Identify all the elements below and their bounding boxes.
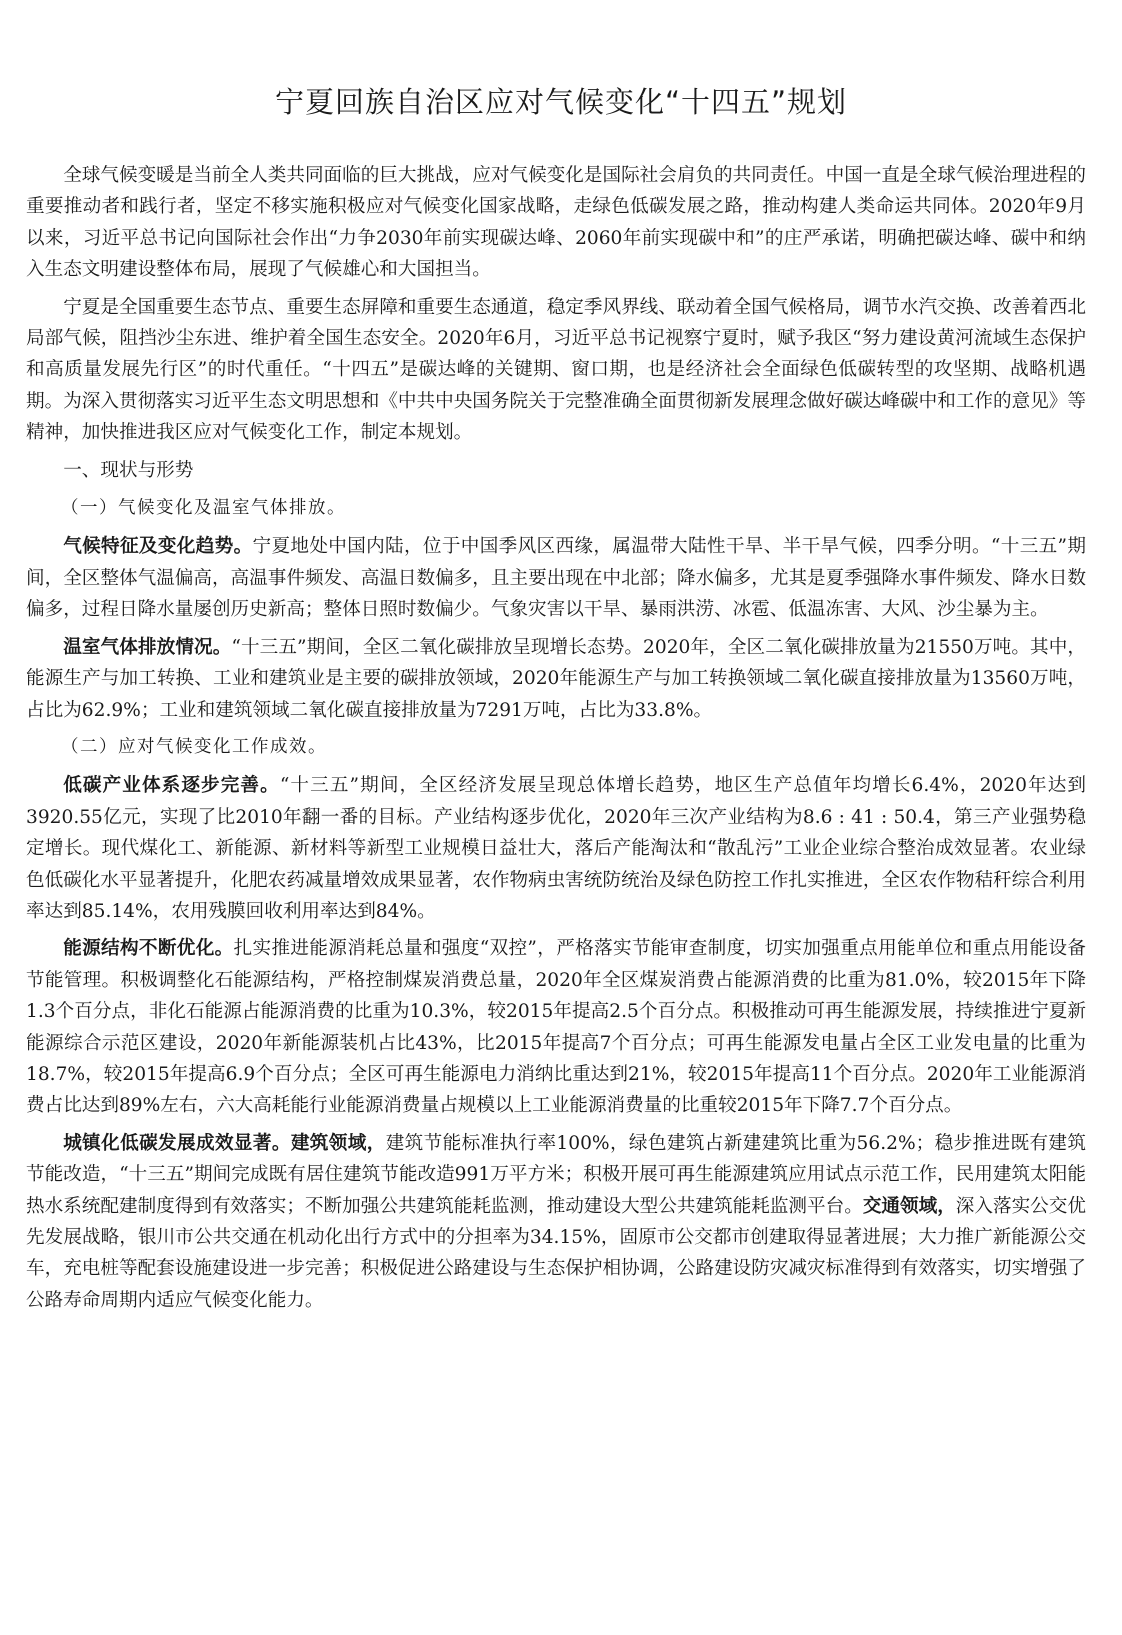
text-building-sector: 建筑节能标准执行率100%，绿色建筑占新建建筑比重为56.2%；稳步推进既有建筑节能改造，“十三五”期间完成既有居住建筑节能改造991万平方米；积极开展可再生能源建筑应用试点示范工作，民用建筑太阳能热水系统配建制度得到有效落实；不断加强公共建筑能耗监测，推动建设大型公共建筑能耗监测平台。 [26, 1132, 1086, 1217]
subsection-heading-climate: （一）气候变化及温室气体排放。 [61, 498, 346, 519]
paragraph-climate-trend [26, 531, 1086, 625]
document-title: 宁夏回族自治区应对气候变化“十四五”规划 [274, 85, 848, 119]
lead-building-sector: 建筑领域， [290, 1132, 386, 1154]
text-energy-structure: 扎实推进能源消耗总量和强度“双控”，严格落实节能审查制度，切实加强重点用能单位和重点用能设备节能管理。积极调整化石能源结构，严格控制煤炭消费总量，2020年全区煤炭消费占能源消费的比重为81.0%，较2015年下降1.3个百分点，非化石能源占能源消费的比重为10.3%，较2015年提高2.5个百分点。积极推动可再生能源发展，持续推进宁夏新能源综合示范区建设，2020年新能源装机占比43%，比2015年提高7个百分点；可再生能源发电量占全区工业发电量的比重为18.7%，较2015年提高6.9个百分点；全区可再生能源电力消纳比重达到21%，较2015年提高11个百分点。2020年工业能源消费占比达到89%左右，六大高耗能行业能源消费量占规模以上工业能源消费量的比重较2015年下降7.7个百分点。 [26, 938, 1086, 1117]
intro-paragraph-2: 宁夏是全国重要生态节点、重要生态屏障和重要生态通道，稳定季风界线、联动着全国气候格局，调节水汽交换、改善着西北局部气候，阻挡沙尘东进、维护着全国生态安全。2020年6月，习近平总书记视察宁夏时，赋予我区“努力建设黄河流域生态保护和高质量发展先行区”的时代重任。“十四五”是碳达峰的关键期、窗口期，也是经济社会全面绿色低碳转型的攻坚期、战略机遇期。为深入贯彻落实习近平生态文明思想和《中共中央国务院关于完整准确全面贯彻新发展理念做好碳达峰碳中和工作的意见》等精神，加快推进我区应对气候变化工作，制定本规划。 [26, 296, 1086, 444]
text-climate-trend: 宁夏地处中国内陆，位于中国季风区西缘，属温带大陆性干旱、半干旱气候，四季分明。“十三五”期间，全区整体气温偏高，高温事件频发、高温日数偏多，且主要出现在中北部；降水偏多，尤其是夏季强降水事件频发、降水日数偏多，过程日降水量屡创历史新高；整体日照时数偏少。气象灾害以干旱、暴雨洪涝、冰雹、低温冻害、大风、沙尘暴为主。 [26, 536, 1086, 621]
section-heading-status: 一、现状与形势 [63, 459, 194, 481]
paragraph-energy-structure [26, 933, 1086, 1121]
text-low-carbon-industry: “十三五”期间，全区经济发展呈现总体增长趋势，地区生产总值年均增长6.4%，2020年达到3920.55亿元，实现了比2010年翻一番的目标。产业结构逐步优化，2020年三次产业结构为8.6 : 41 : 50.4，第三产业强势稳定增长。现代煤化工、新能源、新材料等新型工业规模日益壮大，落后产能淘汰和“散乱污”工业企业综合整治成效显著。农业绿色低碳化水平显著提升，化肥农药减量增效成果显著，农作物病虫害统防统治及绿色防控工作扎实推进，全区农作物秸秆综合利用率达到85.14%，农用残膜回收利用率达到84%。 [26, 775, 1086, 922]
paragraph-ghg-emission [26, 632, 1086, 726]
lead-climate-trend: 气候特征及变化趋势。 [63, 536, 253, 558]
lead-ghg-emission: 温室气体排放情况。 [63, 636, 232, 658]
paragraph-low-carbon-industry [26, 770, 1086, 927]
lead-energy-structure: 能源结构不断优化。 [63, 938, 234, 960]
document-body [26, 160, 1086, 1322]
text-ghg-emission: “十三五”期间，全区二氧化碳排放呈现增长态势。2020年，全区二氧化碳排放量为21550万吨。其中，能源生产与加工转换、工业和建筑业是主要的碳排放领域，2020年能源生产与加工转换领域二氧化碳直接排放量为13560万吨，占比为62.9%；工业和建筑领域二氧化碳直接排放量为7291万吨，占比为33.8%。 [26, 636, 1086, 721]
lead-urbanization: 城镇化低碳发展成效显著。 [63, 1132, 291, 1154]
text-traffic-sector: 深入落实公交优先发展战略，银川市公共交通在机动化出行方式中的分担率为34.15%，固原市公交都市创建取得显著进展；大力推广新能源公交车，充电桩等配套设施建设进一步完善；积极促进公路建设与生态保护相协调，公路建设防灾减灾标准得到有效落实，切实增强了公路寿命周期内适应气候变化能力。 [26, 1195, 1086, 1311]
subsection-heading-results: （二）应对气候变化工作成效。 [61, 736, 327, 757]
lead-low-carbon-industry: 低碳产业体系逐步完善。 [63, 775, 280, 797]
lead-traffic-sector: 交通领域， [862, 1195, 956, 1217]
paragraph-urbanization [26, 1128, 1086, 1316]
intro-paragraph-1: 全球气候变暖是当前全人类共同面临的巨大挑战，应对气候变化是国际社会肩负的共同责任。中国一直是全球气候治理进程的重要推动者和践行者，坚定不移实施积极应对气候变化国家战略，走绿色低碳发展之路，推动构建人类命运共同体。2020年9月以来，习近平总书记向国际社会作出“力争2030年前实现碳达峰、2060年前实现碳中和”的庄严承诺，明确把碳达峰、碳中和纳入生态文明建设整体布局，展现了气候雄心和大国担当。 [26, 165, 1086, 281]
